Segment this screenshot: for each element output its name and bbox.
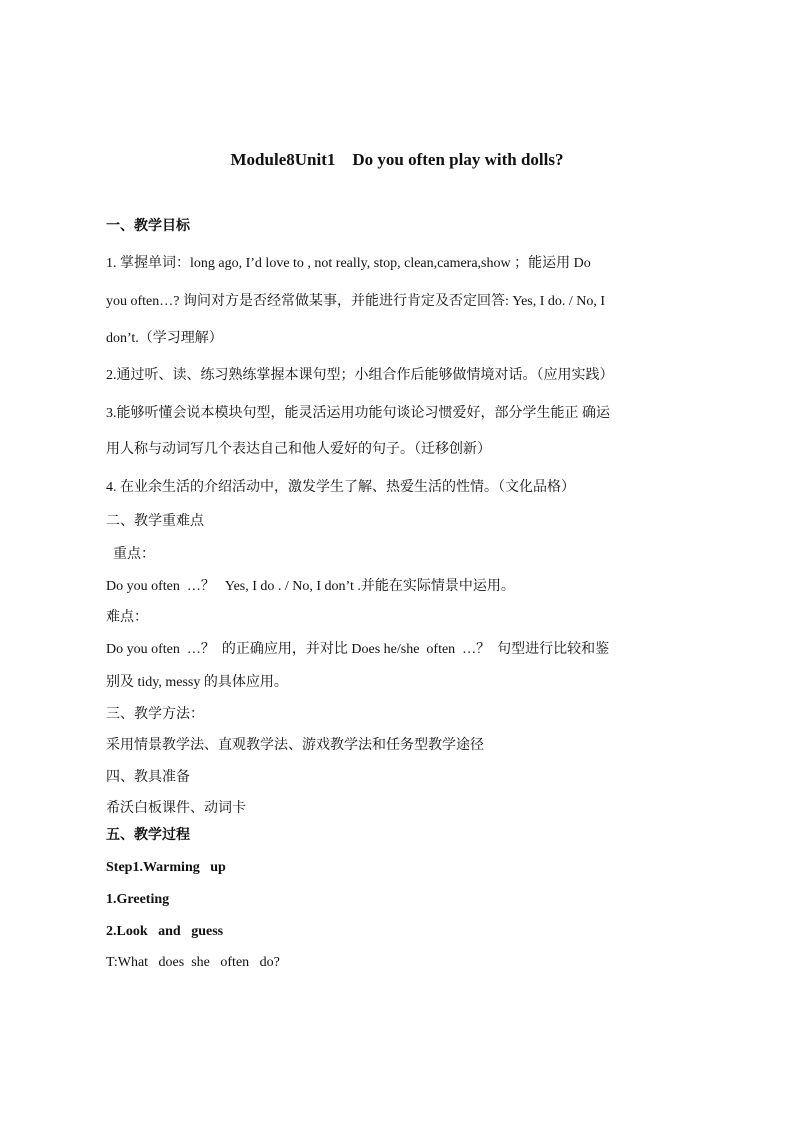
difficulty-line-1: Do you often …？ 的正确应用，并对比 Does he/she often …？ 句型进行比较和鉴	[106, 642, 610, 657]
objective-3-line-2: 用人称与动词写几个表达自己和他人爱好的句子。（迁移创新）	[106, 442, 491, 457]
section-heading-materials: 四、教具准备	[106, 770, 190, 785]
objective-3-line-1: 3.能够听懂会说本模块句型，能灵活运用功能句谈论习惯爱好，部分学生能正 确运	[106, 406, 610, 421]
methods-text: 采用情景教学法、直观教学法、游戏教学法和任务型教学途径	[106, 738, 484, 753]
look-and-guess-item: 2.Look and guess	[106, 924, 224, 939]
greeting-item: 1.Greeting	[106, 892, 170, 907]
objective-4: 4. 在业余生活的介绍活动中，激发学生了解、热爱生活的性情。（文化品格）	[106, 480, 575, 495]
key-point-text: Do you often …？ Yes, I do . / No, I don’t .并能在实际情景中运用。	[106, 579, 515, 594]
section-heading-methods: 三、教学方法：	[106, 707, 204, 722]
section-heading-process: 五、教学过程	[106, 828, 190, 843]
teacher-dialogue: T:What does she often do?	[106, 955, 280, 970]
section-heading-key-points: 二、教学重难点	[106, 514, 204, 529]
materials-text: 希沃白板课件、动词卡	[106, 801, 246, 816]
section-heading-objectives: 一、教学目标	[106, 219, 190, 234]
objective-1-line-1: 1. 掌握单词：long ago, I’d love to , not really, stop, clean,camera,show ；能运用 Do	[106, 256, 591, 271]
key-point-label: 重点：	[106, 547, 155, 562]
difficulty-label: 难点：	[106, 610, 148, 625]
objective-1-line-3: don’t.（学习理解）	[106, 331, 223, 346]
difficulty-line-2: 别及 tidy, messy 的具体应用。	[106, 675, 288, 690]
step-1-heading: Step1.Warming up	[106, 860, 226, 875]
objective-2: 2.通过听、读、练习熟练掌握本课句型；小组合作后能够做情境对话。（应用实践）	[106, 368, 614, 383]
page-title: Module8Unit1 Do you often play with dolls?	[230, 150, 564, 169]
objective-1-line-2: you often…? 询问对方是否经常做某事，并能进行肯定及否定回答: Yes, I do. / No, I	[106, 294, 606, 309]
